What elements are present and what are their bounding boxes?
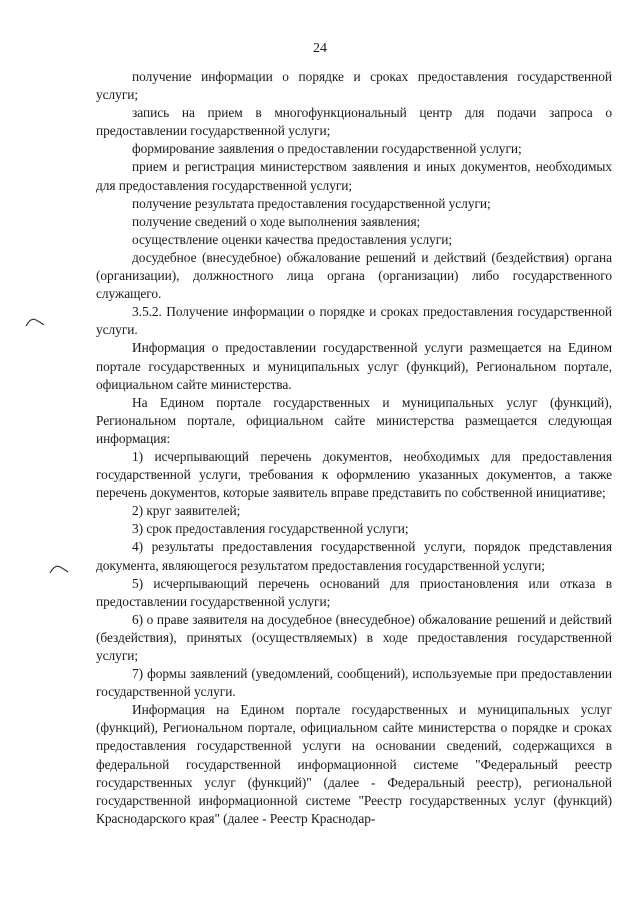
paragraph: формирование заявления о предоставлении государственной услуги; bbox=[132, 141, 522, 157]
list-item: 5) исчерпывающий перечень оснований для приостановления или отказа в предоставлении государственной услуги; bbox=[96, 575, 612, 609]
paragraph: получение информации о порядке и сроках предоставления государственной услуги; bbox=[96, 69, 612, 103]
list-item: 4) результаты предоставления государственной услуги, порядок представления документа, являющегося результатом предоставления государственной услуги; bbox=[96, 539, 612, 573]
list-item: 2) круг заявителей; bbox=[132, 503, 241, 519]
list-item: 1) исчерпывающий перечень документов, необходимых для предоставления государственной услуги, требования к оформлению указанных документов, а также перечень документов, которые заявитель вправе представить по собственной инициативе; bbox=[96, 448, 612, 501]
paragraph: досудебное (внесудебное) обжалование решений и действий (бездействия) органа (организации), должностного лица органа (организации) либо государственного служащего. bbox=[96, 249, 612, 302]
paragraph: Информация на Едином портале государственных и муниципальных услуг (функций), Региональном портале, официальном сайте министерства о порядке и сроках предоставления государственной услуги на основании сведений, содержащихся в федеральной государственной информационной системе "Федеральный реестр государственных услуг (функций)" (далее - Федеральный реестр), региональной государственной информационной системе "Реестр государственных услуг (функций) Краснодарского края" (далее - Реестр Краснодар- bbox=[96, 702, 612, 826]
paragraph: запись на прием в многофункциональный центр для подачи запроса о предоставлении государственной услуги; bbox=[96, 105, 612, 139]
paragraph: осуществление оценки качества предоставления услуги; bbox=[132, 231, 452, 247]
page-number: 24 bbox=[313, 41, 327, 56]
paragraph: Информация о предоставлении государственной услуги размещается на Едином портале государственных и муниципальных услуг (функций), Региональном портале, официальном сайте министерства. bbox=[96, 340, 612, 392]
paragraph: получение результата предоставления государственной услуги; bbox=[132, 195, 491, 211]
paragraph: прием и регистрация министерством заявления и иных документов, необходимых для предоставления государственной услуги; bbox=[96, 159, 612, 193]
paragraph: На Едином портале государственных и муниципальных услуг (функций), Региональном портале, официальном сайте министерства размещается следующая информация: bbox=[96, 394, 612, 446]
margin-mark-bottom bbox=[48, 563, 70, 575]
margin-mark-top bbox=[24, 316, 46, 328]
section-heading: 3.5.2. Получение информации о порядке и сроках предоставления государственной услуги. bbox=[96, 304, 612, 338]
list-item: 7) формы заявлений (уведомлений, сообщений), используемые при предоставлении государственной услуги. bbox=[96, 666, 612, 700]
list-item: 6) о праве заявителя на досудебное (внесудебное) обжалование решений и действий (бездействия), принятых (осуществляемых) в ходе предоставления государственной услуги; bbox=[96, 611, 612, 663]
paragraph: получение сведений о ходе выполнения заявления; bbox=[132, 213, 421, 229]
list-item: 3) срок предоставления государственной услуги; bbox=[132, 521, 409, 537]
document-body bbox=[96, 68, 612, 828]
